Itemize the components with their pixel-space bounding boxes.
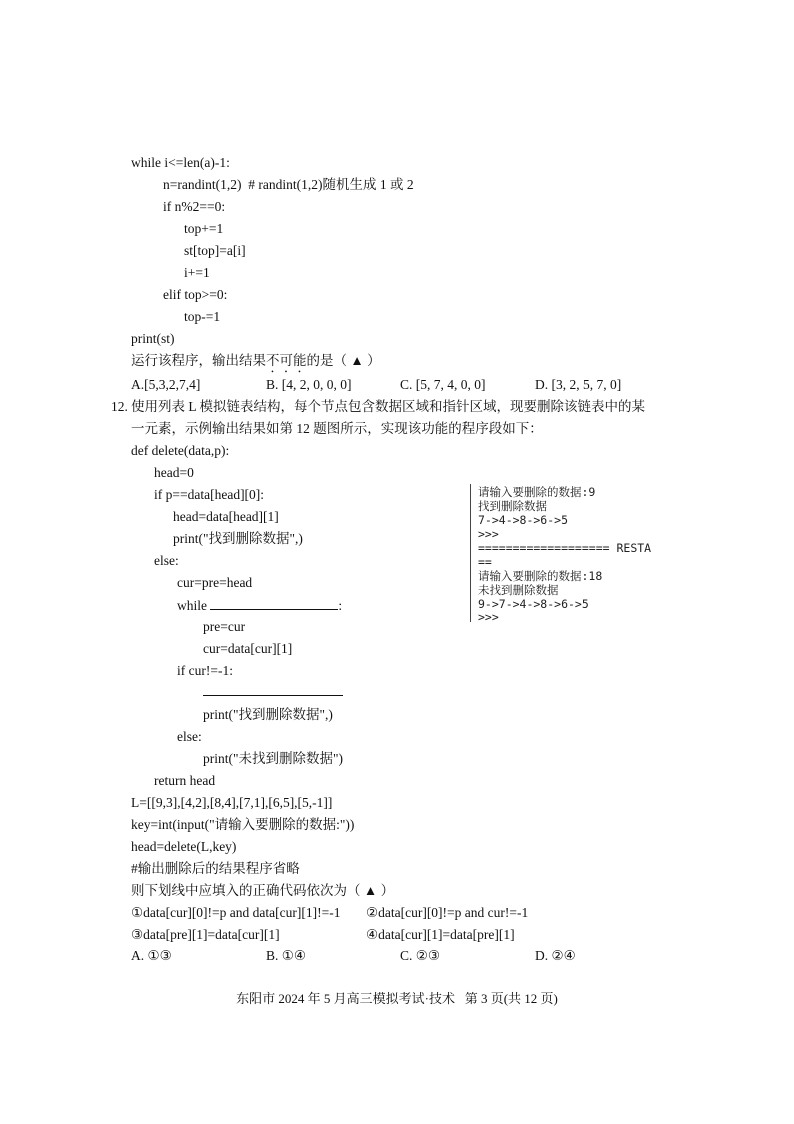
code-comment: #输出删除后的结果程序省略 bbox=[131, 861, 300, 876]
console-line: == bbox=[478, 555, 492, 569]
code-line: print("找到删除数据",) bbox=[203, 707, 333, 722]
code-line: if n%2==0: bbox=[163, 199, 226, 214]
code-line: i+=1 bbox=[184, 265, 210, 280]
q12-choice-4: ④data[cur][1]=data[pre][1] bbox=[366, 927, 515, 942]
while-keyword: while bbox=[177, 598, 207, 613]
q12-option-c: C. ②③ bbox=[400, 948, 440, 963]
answer-blank-2 bbox=[203, 695, 343, 696]
code-line: elif top>=0: bbox=[163, 287, 228, 302]
code-line: return head bbox=[154, 773, 216, 788]
console-line: >>> bbox=[478, 527, 499, 541]
q12-option-d: D. ②④ bbox=[535, 948, 576, 963]
q11-prompt-emphasis: 不可能 bbox=[266, 353, 307, 368]
console-line: 9->7->4->8->6->5 bbox=[478, 597, 589, 611]
while-colon: : bbox=[338, 598, 343, 613]
code-line: cur=pre=head bbox=[177, 575, 253, 590]
q11-option-d: D. [3, 2, 5, 7, 0] bbox=[535, 377, 622, 392]
code-line: head=delete(L,key) bbox=[131, 839, 237, 854]
q11-option-b: B. [4, 2, 0, 0, 0] bbox=[266, 377, 352, 392]
console-line: =================== RESTA bbox=[478, 541, 652, 555]
q12-option-b: B. ①④ bbox=[266, 948, 306, 963]
code-line: print("未找到删除数据") bbox=[203, 751, 344, 766]
console-line: 找到删除数据 bbox=[478, 499, 547, 513]
code-line: top-=1 bbox=[184, 309, 221, 324]
code-line: else: bbox=[177, 729, 202, 744]
page-footer: 东阳市 2024 年 5 月高三模拟考试·技术 第 3 页(共 12 页) bbox=[236, 991, 558, 1006]
code-line: pre=cur bbox=[203, 619, 246, 634]
q12-desc-line2: 一元素，示例输出结果如第 12 题图所示，实现该功能的程序段如下： bbox=[131, 421, 543, 436]
q11-prompt bbox=[131, 353, 381, 376]
console-line: >>> bbox=[478, 610, 499, 624]
q11-prompt-tail: 的是（ ▲ ） bbox=[306, 353, 381, 368]
q12-choice-2: ②data[cur][0]!=p and cur!=-1 bbox=[366, 905, 529, 920]
console-line: 7->4->8->6->5 bbox=[478, 513, 569, 527]
q12-question: 则下划线中应填入的正确代码依次为（ ▲ ） bbox=[131, 883, 395, 898]
code-line: key=int(input("请输入要删除的数据:")) bbox=[131, 817, 355, 832]
console-line: 请输入要删除的数据:18 bbox=[478, 569, 603, 583]
code-line: n=randint(1,2) # randint(1,2)随机生成 1 或 2 bbox=[163, 177, 414, 192]
q12-choice-1: ①data[cur][0]!=p and data[cur][1]!=-1 bbox=[131, 905, 341, 920]
q12-option-a: A. ①③ bbox=[131, 948, 172, 963]
code-line: top+=1 bbox=[184, 221, 224, 236]
console-line: 请输入要删除的数据:9 bbox=[478, 485, 596, 499]
q11-prompt-text: 运行该程序，输出结果 bbox=[131, 353, 266, 368]
code-line: if p==data[head][0]: bbox=[154, 487, 265, 502]
code-line: if cur!=-1: bbox=[177, 663, 233, 678]
code-line: L=[[9,3],[4,2],[8,4],[7,1],[6,5],[5,-1]] bbox=[131, 795, 333, 810]
code-line: while i<=len(a)-1: bbox=[131, 155, 230, 170]
code-line: head=0 bbox=[154, 465, 194, 480]
q11-option-a: A.[5,3,2,7,4] bbox=[131, 377, 201, 392]
code-line: head=data[head][1] bbox=[173, 509, 279, 524]
code-line: st[top]=a[i] bbox=[184, 243, 246, 258]
code-line: cur=data[cur][1] bbox=[203, 641, 293, 656]
code-line: print(st) bbox=[131, 331, 175, 346]
code-line: else: bbox=[154, 553, 179, 568]
code-line: def delete(data,p): bbox=[131, 443, 230, 458]
code-line-while bbox=[177, 597, 342, 614]
q12-desc-line1: 使用列表 L 模拟链表结构，每个节点包含数据区域和指针区域，现要删除该链表中的某 bbox=[131, 399, 645, 414]
code-line: print("找到删除数据",) bbox=[173, 531, 303, 546]
q11-option-c: C. [5, 7, 4, 0, 0] bbox=[400, 377, 486, 392]
q12-number: 12. bbox=[111, 399, 128, 414]
answer-blank-1 bbox=[210, 597, 338, 610]
console-output-figure bbox=[470, 484, 656, 622]
q12-choice-3: ③data[pre][1]=data[cur][1] bbox=[131, 927, 280, 942]
console-line: 未找到删除数据 bbox=[478, 583, 559, 597]
